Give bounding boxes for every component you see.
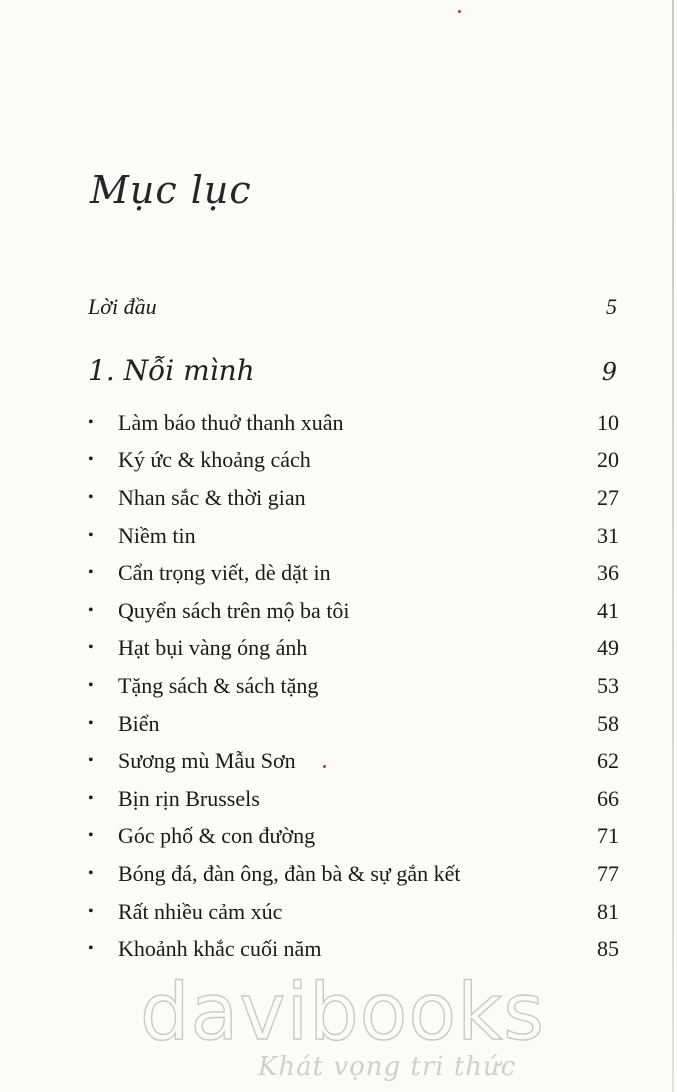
bullet-icon: • (88, 714, 94, 732)
toc-entry-page: 27 (597, 484, 619, 510)
bullet-icon: • (88, 488, 94, 506)
toc-entry[interactable] (88, 742, 619, 780)
bullet-icon: • (88, 789, 94, 807)
bullet-icon: • (88, 451, 94, 469)
toc-entry[interactable] (88, 404, 619, 442)
toc-entry-page: 81 (597, 898, 619, 924)
toc-entry[interactable] (88, 479, 619, 517)
toc-entry-list (88, 404, 619, 968)
toc-entry-page: 62 (597, 748, 619, 774)
bullet-icon: • (88, 413, 94, 431)
toc-entry[interactable] (88, 705, 619, 743)
bullet-icon: • (88, 526, 94, 544)
toc-entry-label: Biển (118, 710, 160, 736)
toc-entry-page: 49 (597, 635, 619, 661)
toc-entry[interactable] (88, 554, 619, 592)
toc-entry-page: 10 (597, 409, 619, 435)
toc-entry-page: 85 (597, 936, 619, 962)
toc-entry-page: 66 (597, 785, 619, 811)
bullet-icon: • (88, 827, 94, 845)
toc-intro-page: 5 (606, 294, 617, 319)
page-edge (672, 0, 674, 1092)
ink-speck (458, 10, 461, 13)
toc-entry-page: 31 (597, 522, 619, 548)
toc-entry-page: 41 (597, 597, 619, 623)
toc-entry-label: Bóng đá, đàn ông, đàn bà & sự gắn kết (118, 860, 461, 886)
toc-entry-label: Cẩn trọng viết, dè dặt in (118, 560, 331, 586)
toc-entry-label: Rất nhiều cảm xúc (118, 898, 283, 924)
toc-entry[interactable] (88, 517, 619, 555)
toc-entry-label: Góc phố & con đường (118, 823, 316, 849)
toc-entry-page: 77 (597, 860, 619, 886)
toc-entry[interactable] (88, 442, 619, 480)
toc-entry-label: Nhan sắc & thời gian (118, 484, 306, 510)
toc-entry-page: 53 (597, 672, 619, 698)
toc-entry-page: 36 (597, 560, 619, 586)
watermark-tagline: Khát vọng tri thức (258, 1052, 517, 1082)
toc-entry[interactable] (88, 930, 619, 968)
toc-entry[interactable] (88, 592, 619, 630)
toc-entry-label: Niềm tin (118, 522, 196, 548)
toc-entry[interactable] (88, 667, 619, 705)
bullet-icon: • (88, 752, 94, 770)
bullet-icon: • (88, 639, 94, 657)
toc-entry-label: Tặng sách & sách tặng (118, 672, 319, 698)
bullet-icon: • (88, 902, 94, 920)
toc-entry-label: Sương mù Mẫu Sơn (118, 748, 296, 774)
toc-entry-page: 20 (597, 447, 619, 473)
toc-section-row[interactable] (88, 354, 617, 387)
toc-title: Mục lục (90, 168, 252, 212)
toc-entry-page: 58 (597, 710, 619, 736)
toc-entry-page: 71 (597, 823, 619, 849)
toc-entry-label: Hạt bụi vàng óng ánh (118, 635, 308, 661)
toc-section-page: 9 (601, 358, 617, 386)
toc-intro-label: Lời đầu (88, 294, 157, 319)
toc-entry[interactable] (88, 630, 619, 668)
toc-entry[interactable] (88, 893, 619, 931)
toc-entry-label: Khoảnh khắc cuối năm (118, 936, 322, 962)
bullet-icon: • (88, 676, 94, 694)
toc-entry-label: Quyển sách trên mộ ba tôi (118, 597, 350, 623)
bullet-icon: • (88, 940, 94, 958)
toc-entry[interactable] (88, 855, 619, 893)
toc-entry[interactable] (88, 780, 619, 818)
bullet-icon: • (88, 864, 94, 882)
toc-entry-label: Bịn rịn Brussels (118, 785, 260, 811)
toc-entry-label: Ký ức & khoảng cách (118, 447, 311, 473)
toc-entry-label: Làm báo thuở thanh xuân (118, 409, 344, 435)
toc-section-label: 1. Nỗi mình (88, 354, 255, 387)
bullet-icon: • (88, 601, 94, 619)
toc-intro-row[interactable] (88, 294, 617, 320)
toc-entry[interactable] (88, 818, 619, 856)
watermark-brand: davibooks (140, 968, 545, 1058)
bullet-icon: • (88, 564, 94, 582)
